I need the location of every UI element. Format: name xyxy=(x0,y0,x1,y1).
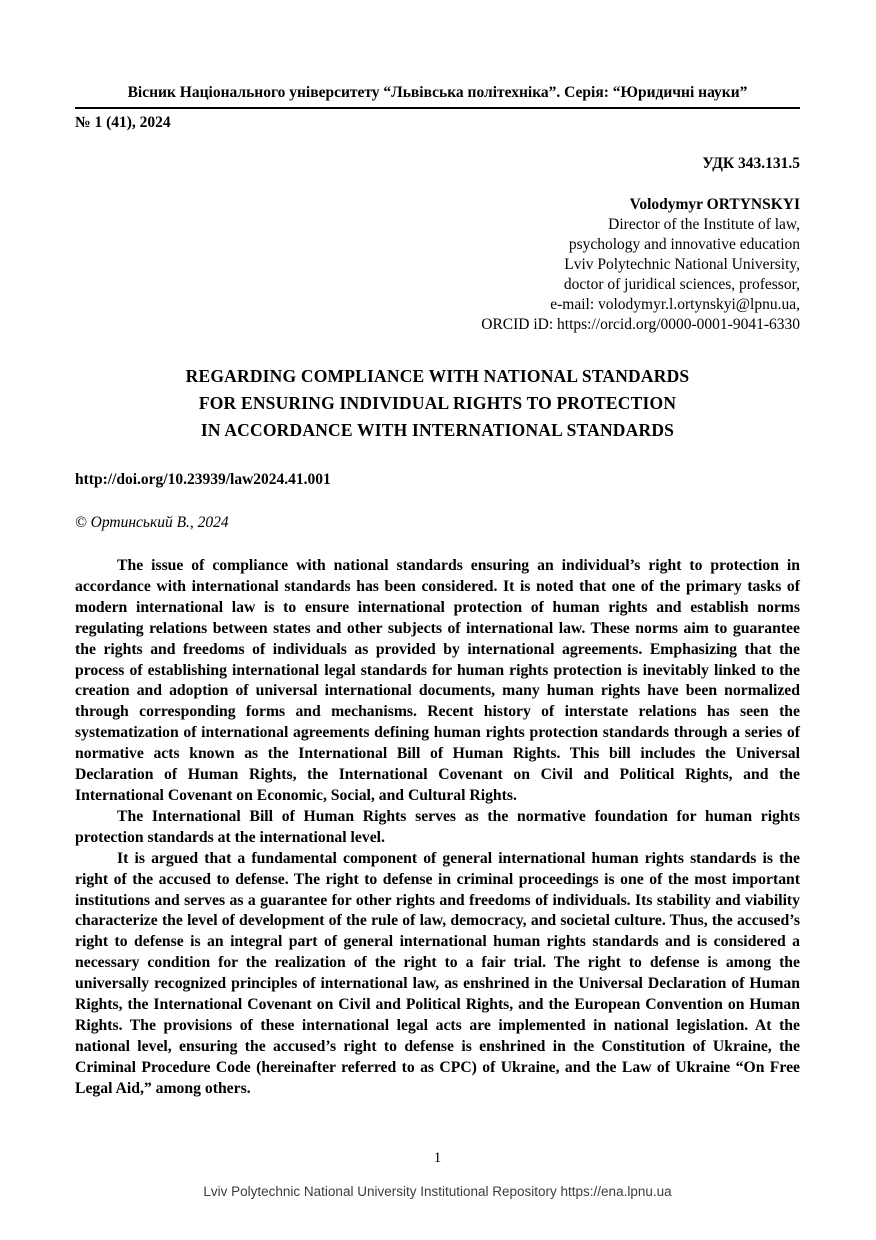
issue-number: № 1 (41), 2024 xyxy=(75,114,171,131)
article-title-line: REGARDING COMPLIANCE WITH NATIONAL STANDARDS xyxy=(185,366,690,386)
author-affiliation-line: Director of the Institute of law, xyxy=(608,216,800,233)
article-title xyxy=(75,363,800,444)
abstract-paragraph: It is argued that a fundamental component of general international human rights standards is the right of the accused to defense. The right to defense in criminal proceedings is one of the most important institutions and serves as a guarantee for other rights and freedoms of individuals. Its stability and viability characterize the level of development of the rule of law, democracy, and societal culture. Thus, the accused’s right to defense is an integral part of general international human rights standards and is considered a necessary condition for the realization of the right to a fair trial. The right to defense is among the universally recognized principles of international law, as enshrined in the Universal Declaration of Human Rights, the International Covenant on Civil and Political Rights, and the European Convention on Human Rights. The provisions of these international legal acts are implemented in national legislation. At the national level, ensuring the accused’s right to defense is enshrined in the Constitution of Ukraine, the Criminal Procedure Code (hereinafter referred to as CPC) of Ukraine, and the Law of Ukraine “On Free Legal Aid,” among others. xyxy=(75,849,800,1097)
author-affiliation-line: doctor of juridical sciences, professor, xyxy=(563,276,800,293)
abstract xyxy=(75,556,800,1100)
udc-code: УДК 343.131.5 xyxy=(702,155,800,172)
author-affiliation-line: Lviv Polytechnic National University, xyxy=(564,256,800,273)
abstract-paragraph: The issue of compliance with national standards ensuring an individual’s right to protection in accordance with international standards has been considered. It is noted that one of the primary tasks of modern international law is to ensure international protection of human rights and establish norms regulating relations between states and other subjects of international law. These norms aim to guarantee the rights and freedoms of individuals as provided by international agreements. Emphasizing that the process of establishing international legal standards for human rights protection is inevitably linked to the creation and adoption of universal international documents, many human rights have been normalized through corresponding forms and mechanisms. Recent history of interstate relations has seen the systematization of international agreements defining human rights protection standards through a series of normative acts known as the International Bill of Human Rights. This bill includes the Universal Declaration of Human Rights, the International Covenant on Civil and Political Rights, and the International Covenant on Economic, Social, and Cultural Rights. xyxy=(75,557,800,804)
article-title-line: IN ACCORDANCE WITH INTERNATIONAL STANDARDS xyxy=(200,420,675,440)
author-affiliation-line: psychology and innovative education xyxy=(568,236,800,253)
copyright-line: © Ортинський В., 2024 xyxy=(75,514,229,531)
author-block xyxy=(75,195,800,335)
journal-title: Вісник Національного університету “Львівська політехніка”. Серія: “Юридичні науки” xyxy=(75,84,800,109)
abstract-paragraph: The International Bill of Human Rights serves as the normative foundation for human rights protection standards at the international level. xyxy=(75,807,800,846)
article-title-line: FOR ENSURING INDIVIDUAL RIGHTS TO PROTECTION xyxy=(198,393,677,413)
running-head xyxy=(75,84,800,132)
author-orcid-line: ORCID iD: https://orcid.org/0000-0001-9041-6330 xyxy=(481,316,800,333)
repository-footer: Lviv Polytechnic National University Institutional Repository https://ena.lpnu.ua xyxy=(203,1183,672,1199)
author-email-line: e-mail: volodymyr.l.ortynskyi@lpnu.ua, xyxy=(550,296,800,313)
page-number: 1 xyxy=(433,1149,442,1166)
author-name: Volodymyr ORTYNSKYI xyxy=(629,196,800,213)
doi-link: http://doi.org/10.23939/law2024.41.001 xyxy=(75,471,331,488)
